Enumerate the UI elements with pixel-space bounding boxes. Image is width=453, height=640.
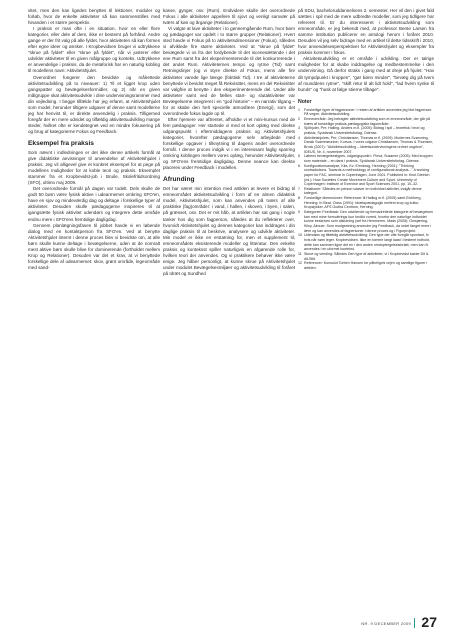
note-item (298, 196, 434, 210)
notes-list (298, 108, 434, 271)
body-paragraph: Som nævnt i indledningen er det ikke denne artikels formål at give didaktiske anvisninger til anvendelse af Aktivitetshjulet i praksis. Jeg vil alligevel give et konkret eksempel for at pege på modellens muligheder for at koble teori og praksis. Eksemplet stammer fra et Kropbevidst-job i Bruile, Skolefritidsordning (SFO), ultimo maj 2009. (28, 149, 160, 186)
body-paragraph: kasse, gynger, osv. (Rum). Endvidere skulle det overordnede Fokus i alle aktiviteter appellere til sjovt og venligt samvær på tværs af køn og årgange (Relationer). (163, 8, 295, 26)
section-heading: Eksempel fra praksis (28, 139, 94, 147)
note-item (298, 154, 434, 163)
body-paragraph: Aktivitetsudvikling er et område i udvikling. Der er talrige muligheder for at skabe inddragelse og medbestemmelse i den undervisning. Gå derfor straks i gang med at dreje på hjulet: "Hav dit tympdpunkt i kroppen", "gør bønn minder", "bevæg dig på tvers af munddens rytme", "skift retur til alt lidt hold", "lad hvem synke til bunds" og "husk at følge stierne tilbage". (298, 56, 434, 92)
notes-heading: Noter (298, 98, 312, 105)
note-text: Sjölhjulet, Per; Halling, Anders m.fl. (2005): Bidrag i spil – teoretisk i teori og praksis, Syddansk Universitetsforlag, Odense. (304, 126, 425, 135)
note-text: Relationer: Således en person udøver en individuel aktivitet, indgår denne kategori. (304, 186, 422, 196)
note-item (298, 164, 434, 187)
note-number: 4 (298, 135, 300, 140)
note-number: 3 (298, 126, 300, 131)
issue-label: NR. 9 DECEMBER 2009 (361, 621, 411, 626)
column-2 (163, 8, 295, 277)
note-text: Aktivitetshjulets, Per; Christiansen, Thomas m.fl. (2009): Modernes Svømning, Dansk Svømmeunion, Kursus. I vores udgave Christiansen, Thomas & Thomsen, Brock (2007): "Aktivitetsudvikling – Idrætsundervisningens ordnet ungdom", IDEUS, Nr. 4, november 2007. (304, 135, 434, 154)
note-number: 9 (298, 210, 300, 215)
note-item (298, 117, 434, 126)
body-paragraph: Det overordnede formål på dagen var todelt. Dels skulle de godt 50 børn være fysisk aktive i udearmemet omkring SFO'en, have en sjov og mindeværdig dag og deltage i forskellige typer af aktiviteter. Desuden skulle pædagogerne inspireres til at igangsætte fysisk aktivitet udendørs og integrere dette område endnu mere i SFO'ens fremtidige dagligdag. (28, 186, 160, 222)
body-paragraph: Gennem planlægningsfasen til jobbet havde vi en løbende dialog med en kontaktperson fra SFO'en. Ved at benytte Aktivitetshjulet internt i denne proces blev vi bevidste om, at alle børn skulle kunne deltage i bevægelserne, uden at de nomralt mest aktive børn skulle blive for dominerende (fortholdet mellem Krop og Relationer). Desuden var det et krav, at vi benyttede forskellige dele af udearmemet: skov, grønt område, legeområde med sand- (28, 222, 160, 270)
note-item (298, 261, 434, 270)
note-item (298, 108, 434, 117)
note-number: 10 (298, 233, 302, 238)
note-text: Kategorien Feedback: Den udvidende og fremadrettede kategorie af bevægelsen kan med mine formulérings kun fordikt vorred, hvorfor den naturlige indholdet kunne beskrives som afslutning (set fra Hemmeren, Mads (2005): Omsjæring, Kliny, Almuer. Som modgestning anvender jeg Feedback, da ordet fanget mere i lære og kan anvendes af fagpersoner i denne proces og i Figurprojekt. (304, 210, 434, 233)
note-text: Udendørs og tilfældig aktivitetsudvikling: Den type der ofte foregår spontant, fx hvis når børn leger. Kropbevidsen. Ikke en tomme langt laast i bestemt indhold, dette kan sammen ligne det en i den anden omdoptergelsesforløb, men kan fx anvendes i en uformel kontekst. (304, 233, 430, 252)
note-text: Løbens bevægelsestypes, udgangspunkt i: Fleva, Susanne (2005): Med kroppen som materiale – en dans i praksis, Syddansk Universitetsforlag, Odense. (304, 154, 433, 163)
body-paragraph: Efter hjemere var aftrentet, afholdte vi et mini-kursus med de fem pædagoger. Her startede vi med et kort oplæg med direkte udgangspunkt i eftermiddagens praksis og Aktivitetshjulets kategorier, hvorefter pædagogerne selv arbejdede med forskellige opgaver i tilknytning til dagens andet overordnede formål. I denne proces indgik vi i en interessant faglig sparring omkring koblingen mellem vores oplæg, herunder Aktivitetshjulet, og SFO'ens fremtidige dagligdag. Denne seance kan direkte placeres under Feedback i modellen. (163, 116, 295, 171)
body-paragraph: vitet, men den kan ligedes benyttes til lektioner, moduler og forløb, hvor de enkelte aktiviteter så kan sammenstilles med hinanden i et større perspektiv. (28, 8, 160, 26)
note-item (298, 233, 434, 252)
note-text: Emneområde: Jeg betragter aktivitetsudvikling som et emneområde, der går på tværs af forskellige praksis-pædagogiske fagområder. (304, 116, 431, 126)
column-1 (28, 8, 160, 271)
note-number: 5 (298, 154, 300, 159)
body-paragraph: Overordnet fungerer den bevidste og målrettede aktivitetsudvikling på to niveauer: 1) Til et ligget krop uden gangspatter og bevægelsesformidler, og 2) når en given målgruppe skal aktivitetsudvikle i dine undervisningsrammer med din vejledning. I begge tilfælde har jeg erfaret, at Aktivitetshjulet som model, herunder tiltigere udgaver af denne samt modellerne jeg har henvist til, er direkte anvendelig i praksis. Tilligemed foregår der en mere udvidet og tilfældig aktivitetsudvikling mange steder, hvilket ofte er kendetegnet ved en mindre fokusering på og brug af kategorierne Fokus og Feedback. (28, 74, 160, 134)
note-item (298, 210, 434, 233)
note-number: 11 (298, 252, 302, 256)
section-heading: Afrunding (163, 176, 195, 184)
body-paragraph: Vi valgte at lave aktiviteter i to gennemgående Rum, hvor børn og pædagoger var opdelt i to større grupper (Relationer). Hvert sted havde vi Fokus på to aktivitetsdimensioner (Fokus), således vi afviklede fire større aktiviteter. Ved at "skrue på fyldet" bevægede vi os fra det fordybende til det iscenesættende i det ene Rum samt fra det eksperimenterende til det konkurrerende i det andet Rum. Aktiviteternes tempo og rytme (Tid) samt Retningslinjer (og vi styre direkte af Fokus, mens alle fire aktiviteter varede lige længe (fokttisk Tid). I tre af aktiviteterne benyttede vi bevidst meget få Rekvisitter, mens en del Rekvisitter var valgfrie at benytte i den eksperimenterende del. Under alle aktiviteter samt ved de fælles start- og slutaktiviteter var Bevægelserne integreret i en "god historie" – en narrativ tilgang – for at skabe den helt specielle atmosfære (Energi), som det overordnede fokus lagde op til. (163, 26, 295, 116)
note-text: Forskellige typer af fagpersoner: I resten af artiklen anvendes jeg blot fagperson. På vegne. Aktivitetsudvikling. (304, 107, 433, 117)
note-item (298, 252, 434, 261)
note-number: 1 (298, 107, 300, 112)
note-number: 7 (298, 186, 300, 191)
page-footer (0, 610, 453, 640)
note-number: 8 (298, 196, 300, 201)
note-number: 12 (298, 261, 302, 266)
note-number: 6 (298, 163, 300, 168)
page-number: 27 (421, 614, 437, 630)
note-item (298, 136, 434, 155)
body-paragraph: på SDU, bacheloruddannelsens 2. semester. Her vil den i givet fald sættes i spil med de mere udbredte modeller, som jeg tidligere har refereret til. Er du interesseret i aktivitetsudvikling som emneområde, er jeg bekendt med, at professor Bente Larsen fra samme institution publicerer en antologi herom i foråret 2010. Desuden vil jeg selv bidrage med en artikel til dette tidsskrift i 2010, hvor anvendelsesperspektivet for Aktivitetshjulet og eksempler fra praksis kommer i fokus. (298, 8, 434, 56)
note-text: Konfigurationsanalyse, Kila, Kv; Einnlowg, Henning (2001): "Thinking contradictions. Towards a methodology of configurational analysis..." A working paper for FAC, seminar in Copenhagen, June 2001. Published in: Knut Dietrich (ed.): How Societies Create Movement Culture and Sport. University of Copenhagen: Institute of Exercise and Sport Sciences 2001, pp. 10–32. (304, 163, 430, 187)
note-number: 2 (298, 116, 300, 121)
note-text: Referencer: Konsulut Torben Hansen for påbeligvis vejen og samtlige figurer i artiklen. (304, 261, 428, 270)
note-item (298, 126, 434, 135)
note-text: Skrue og vending: Således Den type af aktiviteter, vi i Kropbevidst kalder Dit & dit-Stilt. (304, 252, 429, 261)
note-text: Forskellige dimensioner: Referencer til Halling m.fl. (2005) samt Eichberg, Henning: In Beat, Class (1991): Idrætspædagogik mellem krop og kultur, Kropslykker, AFS Gudha Centrum, Herning. (304, 196, 422, 210)
column-3 (298, 8, 434, 271)
body-paragraph: Det har været min intention med artiklen at levere et bidrag til emneområdet aktivitetsudvikling i form af en almen didaktisk model, Aktivitetshjulet, som kan anvendes på tværs af alle praktiske (fag)områder: i vand, i hallen, i skoven, i byen, i salen, på græsset, osv. Det er mit håb, at artiklen har sat gang i nogle tanker hos dig som fagperson, således at du reflekterer over, hvorvidt Aktivitetshjulet og dennes kategorier kan inddrages i din daglige praksis til at beskrive, analysere og udvikle aktiviteter. Min model er ikke en erstatning for, men et supplement til, emneområdets eksisterende modeller og litteratur. Den enkelte praksis og konteksst spiller naturligvis en afgørende rolle for, hvilken teori der anvendes. Og vi praktikere behøver ikke være enige. Jeg håber personligt, at kunne skrue på Aktivitetshjulet under modulet Bevægelsesmiljøer og aktivitetsudvikling til foråret på Idræt og Sundhed (163, 186, 295, 276)
body-paragraph: I praksis er man ofte i en situation, hvor en eller flere kategorier, eller dele af dem, ikke er bestemt på forhånd. Andre gange er der frit valg på alle fyldet, hvor aktiviteten så kan formes efter egne ideer og ønsker. I Kropbevidsen bruger vi udtrykkene "skrue på fyldet" eller "skrue på fyldet", når vi justerer eller udvikler aktiviteter til en given målgruppe og konteks. Udtrykkene er anvendelige i praksis, da de metaforisk har en naturlig kobling til modellens navn: Aktivitetshjulet. (28, 26, 160, 74)
footer-divider (414, 618, 415, 628)
note-item (298, 187, 434, 196)
